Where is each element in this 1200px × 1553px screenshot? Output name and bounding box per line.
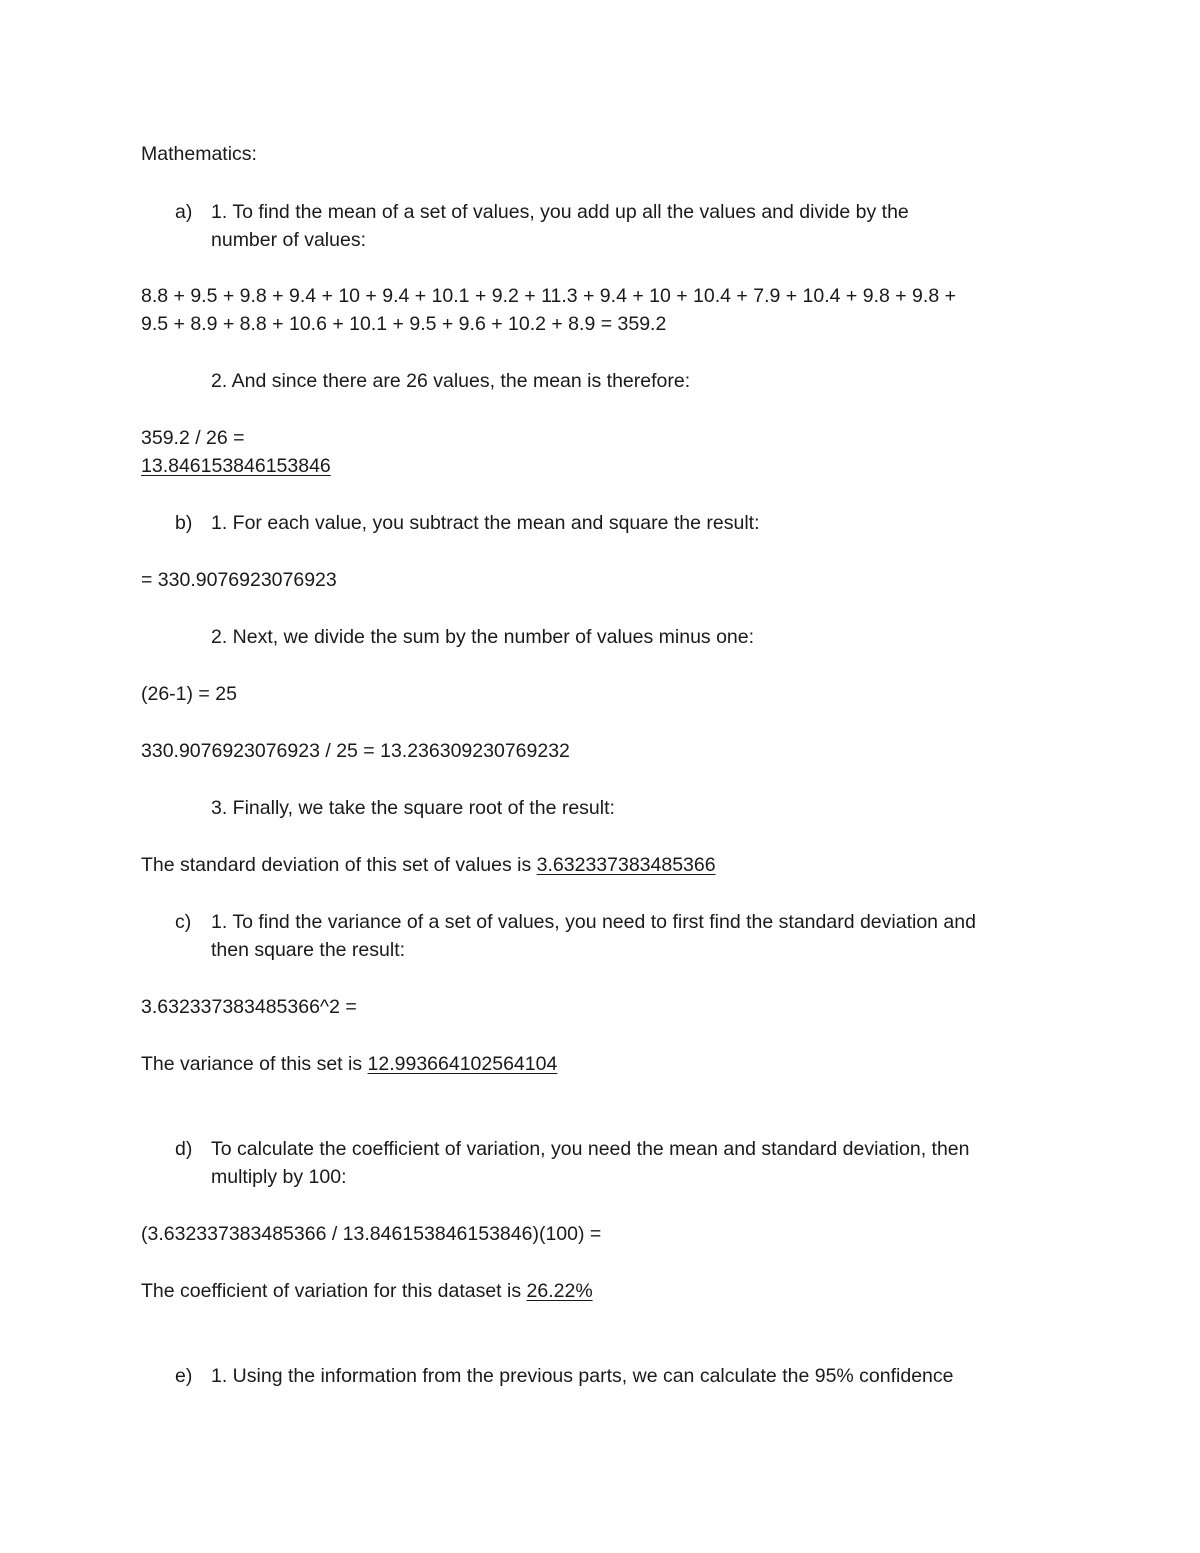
- part-e-label: e): [175, 1365, 193, 1387]
- part-d-calc: (3.632337383485366 / 13.846153846153846)(100) =: [141, 1223, 602, 1245]
- part-d-cv-text: The coefficient of variation for this dataset is: [141, 1280, 527, 1302]
- part-b-denominator: (26-1) = 25: [141, 683, 237, 705]
- part-c-variance-value: 12.993664102564104: [367, 1053, 558, 1075]
- part-b-sum-squares: = 330.9076923076923: [141, 569, 337, 591]
- part-c-square-calc: 3.632337383485366^2 =: [141, 996, 357, 1018]
- part-b-sd-text: The standard deviation of this set of values is: [141, 854, 537, 876]
- part-d-cv-sentence: [141, 1277, 593, 1305]
- part-b-label: b): [175, 512, 193, 534]
- part-c-label: c): [175, 911, 192, 933]
- part-c-variance-text: The variance of this set is: [141, 1053, 368, 1075]
- part-b-sd-value: 3.632337383485366: [536, 854, 716, 876]
- part-d-line2: multiply by 100:: [211, 1166, 347, 1188]
- part-b-step2: 2. Next, we divide the sum by the number of values minus one:: [211, 626, 755, 648]
- part-c-step1-line1: 1. To find the variance of a set of values, you need to first find the standard deviation and: [211, 911, 976, 933]
- part-b-step3: 3. Finally, we take the square root of the result:: [211, 797, 615, 819]
- part-a-label: a): [175, 201, 193, 223]
- part-a-mean-result: 13.846153846153846: [141, 455, 331, 477]
- part-b-sd-sentence: [141, 851, 716, 879]
- part-a-step1-line1: 1. To find the mean of a set of values, you add up all the values and divide by the: [211, 201, 909, 223]
- part-d-cv-value: 26.22%: [526, 1280, 593, 1302]
- part-c-variance-sentence: [141, 1050, 557, 1078]
- part-a-step2: 2. And since there are 26 values, the mean is therefore:: [211, 370, 691, 392]
- part-a-sum-line2: 9.5 + 8.9 + 8.8 + 10.6 + 10.1 + 9.5 + 9.6 + 10.2 + 8.9 = 359.2: [141, 313, 667, 335]
- part-a-step1-line2: number of values:: [211, 229, 367, 251]
- part-a-sum-line1: 8.8 + 9.5 + 9.8 + 9.4 + 10 + 9.4 + 10.1 + 9.2 + 11.3 + 9.4 + 10 + 10.4 + 7.9 + 10.4 + 9.8 + 9.8 +: [141, 285, 956, 307]
- page-heading: Mathematics:: [141, 143, 257, 165]
- part-d-label: d): [175, 1138, 193, 1160]
- part-d-line1: To calculate the coefficient of variation, you need the mean and standard deviation, then: [211, 1138, 970, 1160]
- part-b-step1: 1. For each value, you subtract the mean and square the result:: [211, 512, 760, 534]
- part-c-step1-line2: then square the result:: [211, 939, 406, 961]
- part-a-division: 359.2 / 26 =: [141, 427, 245, 449]
- part-b-variance-calc: 330.9076923076923 / 25 = 13.236309230769232: [141, 740, 570, 762]
- part-e-line1: 1. Using the information from the previous parts, we can calculate the 95% confidence: [211, 1365, 954, 1387]
